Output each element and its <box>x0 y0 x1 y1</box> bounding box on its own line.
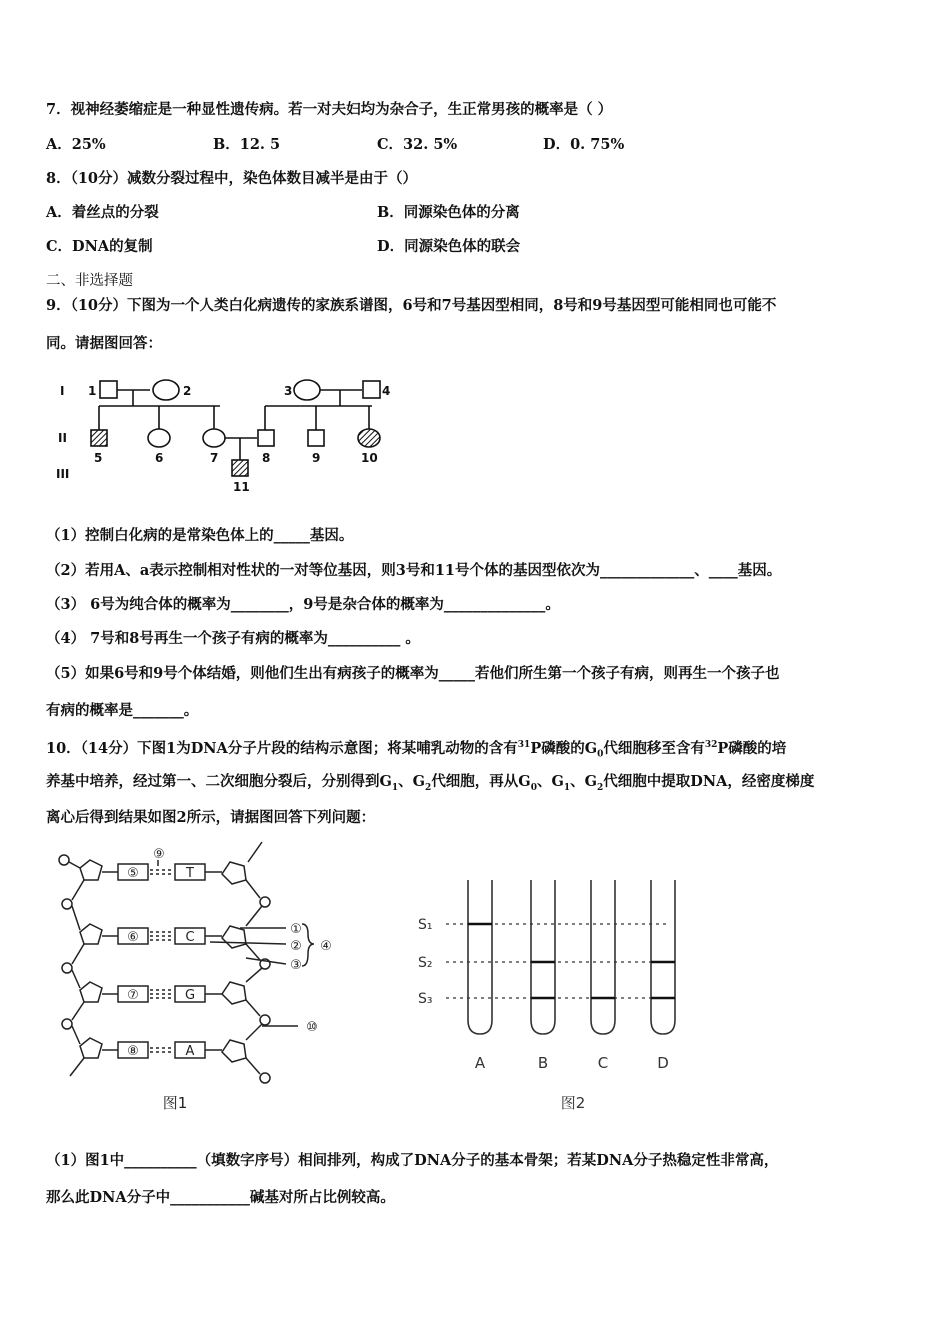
tube-b <box>531 880 555 1034</box>
tube-label-b: B <box>537 1054 549 1072</box>
tube-d <box>651 880 675 1034</box>
q9-sub5-line2: 有病的概率是_______。 <box>46 702 199 719</box>
label-2-marker: ② <box>290 939 302 954</box>
label-1: 1 <box>88 384 97 398</box>
label-2: 2 <box>183 384 192 398</box>
q8-option-a: A．着丝点的分裂 <box>46 204 159 221</box>
individual-10 <box>358 429 380 447</box>
individual-5 <box>91 430 107 446</box>
label-5: 5 <box>94 451 103 465</box>
individual-4 <box>363 381 380 398</box>
figure-1-caption: 图1 <box>162 1094 188 1112</box>
label-1-marker: ① <box>290 922 302 937</box>
label-8: 8 <box>262 451 271 465</box>
base-g: G <box>184 988 196 1003</box>
base-a: A <box>185 1044 195 1059</box>
generation-label-2: II <box>58 431 67 445</box>
level-s3: S₃ <box>418 991 433 1007</box>
q8-option-c: C．DNA的复制 <box>46 238 153 255</box>
label-4-marker: ④ <box>320 939 332 954</box>
individual-8 <box>258 430 274 446</box>
centrifuge-tubes-figure <box>410 870 710 1120</box>
base-label-6: ⑥ <box>127 930 139 945</box>
base-label-5: ⑤ <box>127 866 139 881</box>
tube-label-c: C <box>597 1054 609 1072</box>
q9-sub3: （3） 6号为纯合体的概率为________，9号是杂合体的概率为______________。 <box>46 596 560 613</box>
generation-label-1: I <box>60 384 65 398</box>
q9-stem-line2: 同。请据图回答： <box>46 335 162 352</box>
individual-6 <box>148 429 170 447</box>
q10-stem-line2: 养基中培养，经过第一、二次细胞分裂后，分别得到$G_1$、$G_2$代细胞，再从$G_0$、$G_1$、$G_2$代细胞中提取DNA，经密度梯度 <box>46 773 815 793</box>
label-10-marker: ⑩ <box>306 1020 318 1035</box>
q10-stem-line3: 离心后得到结果如图2所示，请据图回答下列问题： <box>46 809 376 826</box>
q7-option-a: A．25% <box>46 136 106 153</box>
pedigree-chart <box>50 370 410 500</box>
tube-label-d: D <box>657 1054 669 1072</box>
label-3-marker: ③ <box>290 958 302 973</box>
level-s2: S₂ <box>418 955 433 971</box>
q7-option-c: C．32. 5% <box>377 136 458 153</box>
q8-option-b: B．同源染色体的分离 <box>377 204 520 221</box>
q7-stem: 7．视神经萎缩症是一种显性遗传病。若一对夫妇均为杂合子，生正常男孩的概率是（ ） <box>46 101 613 118</box>
q9-sub4: （4） 7号和8号再生一个孩子有病的概率为__________ 。 <box>46 630 420 647</box>
q10-sub1-line1: （1）图1中__________（填数字序号）相间排列，构成了DNA分子的基本骨架；若某DNA分子热稳定性非常高， <box>46 1152 779 1169</box>
label-9: 9 <box>312 451 321 465</box>
dna-structure-figure <box>50 840 350 1120</box>
individual-1 <box>100 381 117 398</box>
label-6: 6 <box>155 451 164 465</box>
label-7: 7 <box>210 451 219 465</box>
base-label-8: ⑧ <box>127 1044 139 1059</box>
level-s1: S₁ <box>418 917 433 933</box>
base-label-7: ⑦ <box>127 988 139 1003</box>
q10-stem-line1: 10．（14分）下图1为DNA分子片段的结构示意图；将某哺乳动物的含有$^{31}$P磷酸的$G_0$代细胞移至含有$^{32}$P磷酸的培 <box>46 739 787 760</box>
base-t: T <box>186 866 194 881</box>
q9-stem-line1: 9．（10分）下图为一个人类白化病遗传的家族系谱图，6号和7号基因型相同，8号和9号基因型可能相同也可能不 <box>46 297 777 314</box>
tube-a <box>468 880 492 1034</box>
individual-11 <box>232 460 248 476</box>
q9-sub1: （1）控制白化病的是常染色体上的_____基因。 <box>46 527 354 544</box>
individual-3 <box>294 380 320 400</box>
q7-option-b: B．12. 5 <box>213 136 281 153</box>
q9-sub2: （2）若用A、a表示控制相对性状的一对等位基因，则3号和11号个体的基因型依次为_____________、____基因。 <box>46 562 782 579</box>
figure-2-caption: 图2 <box>560 1094 586 1112</box>
tube-label-a: A <box>474 1054 486 1072</box>
q8-option-d: D．同源染色体的联会 <box>377 238 521 255</box>
generation-label-3: III <box>56 467 70 481</box>
q7-option-d: D．0. 75% <box>543 136 625 153</box>
label-10: 10 <box>361 451 378 465</box>
label-9-marker: ⑨ <box>153 847 165 862</box>
label-11: 11 <box>233 480 250 494</box>
q8-stem: 8．（10分）减数分裂过程中，染色体数目减半是由于（） <box>46 170 418 187</box>
base-c: C <box>185 930 195 945</box>
label-3: 3 <box>284 384 293 398</box>
label-4: 4 <box>382 384 391 398</box>
section-title: 二、非选择题 <box>46 273 133 289</box>
q10-sub1-line2: 那么此DNA分子中___________碱基对所占比例较高。 <box>46 1189 395 1206</box>
individual-7 <box>203 429 225 447</box>
individual-2 <box>153 380 179 400</box>
q9-sub5-line1: （5）如果6号和9号个体结婚，则他们生出有病孩子的概率为_____若他们所生第一个孩子有病，则再生一个孩子也 <box>46 665 780 682</box>
individual-9 <box>308 430 324 446</box>
tube-c <box>591 880 615 1034</box>
